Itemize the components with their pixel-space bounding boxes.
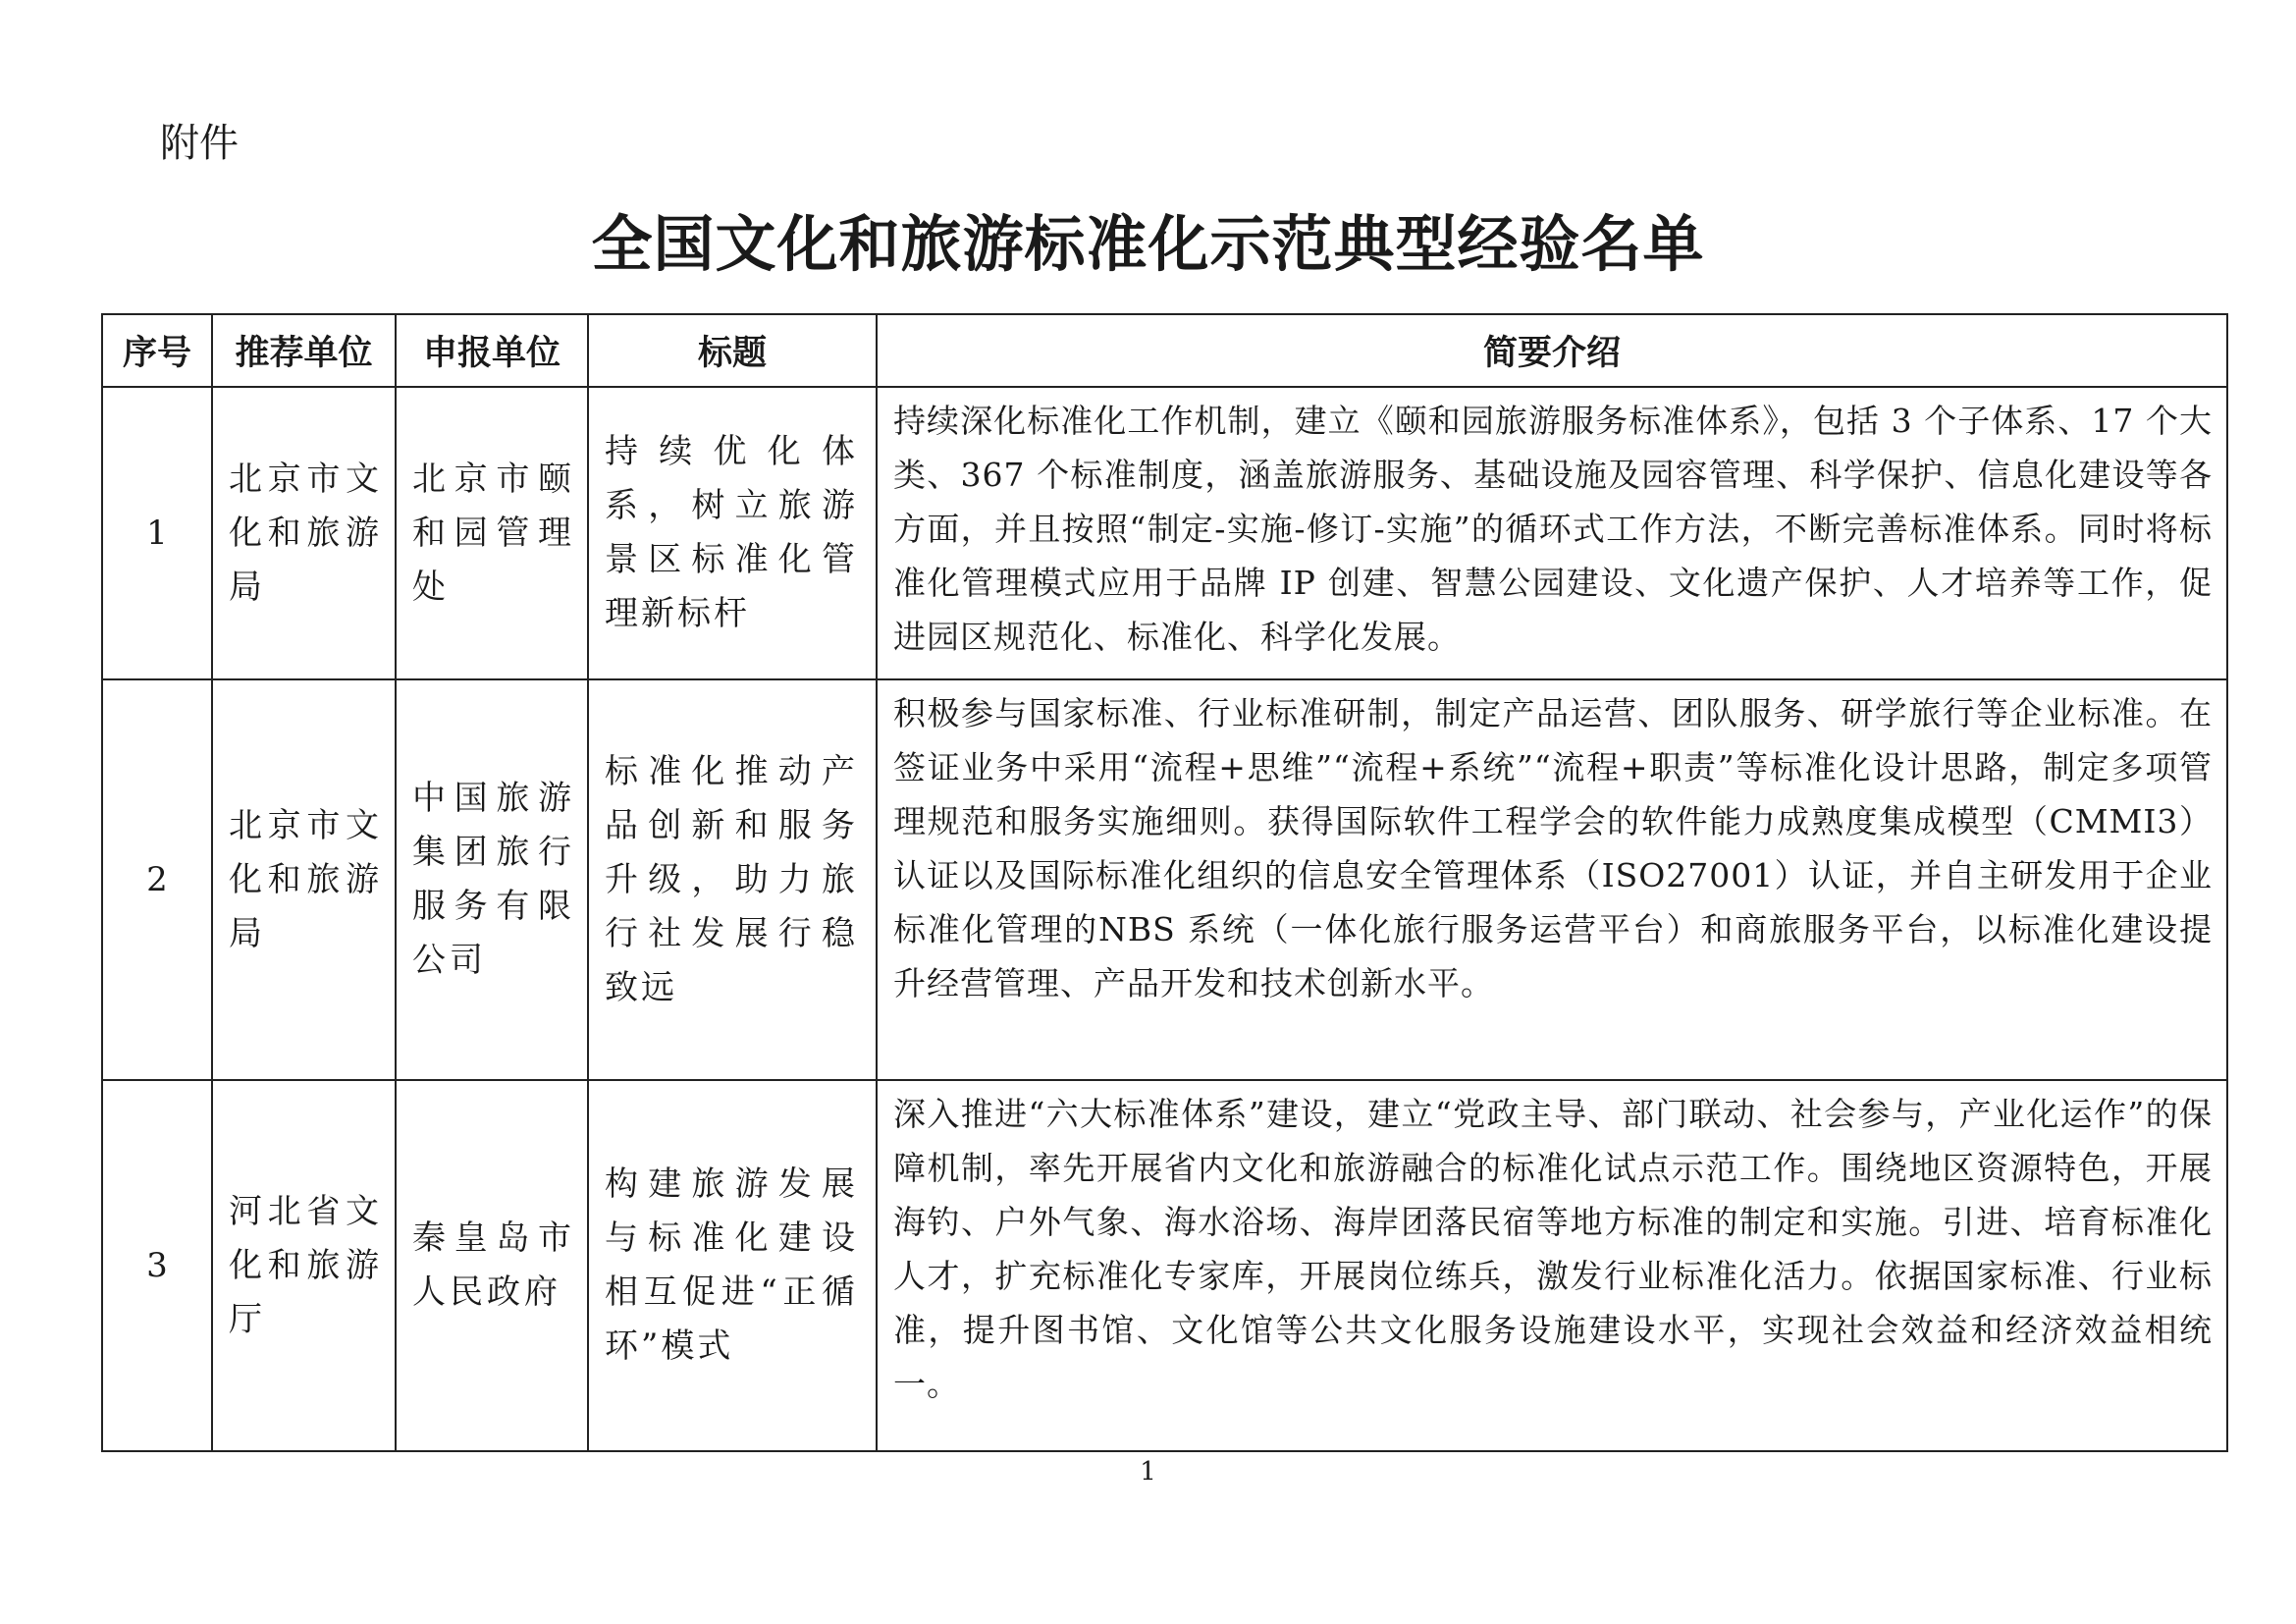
header-applicant: 申报单位 — [396, 314, 588, 387]
row-applicant: 中国旅游集团旅行服务有限公司 — [396, 679, 588, 1080]
row-title: 标准化推动产品创新和服务升级，助力旅行社发展行稳致远 — [588, 679, 877, 1080]
table-row — [102, 679, 2227, 1080]
row-recommender: 北京市文化和旅游局 — [212, 387, 396, 679]
table-row — [102, 1080, 2227, 1451]
header-title: 标题 — [588, 314, 877, 387]
table-header-row — [102, 314, 2227, 387]
row-title: 构建旅游发展与标准化建设相互促进“正循环”模式 — [588, 1080, 877, 1451]
row-applicant: 北京市颐和园管理处 — [396, 387, 588, 679]
row-recommender: 河北省文化和旅游厅 — [212, 1080, 396, 1451]
exemplar-list-table — [101, 313, 2228, 1452]
document-title: 全国文化和旅游标准化示范典型经验名单 — [591, 208, 1705, 280]
row-intro: 持续深化标准化工作机制，建立《颐和园旅游服务标准体系》，包括 3 个子体系、17 个大类、367 个标准制度，涵盖旅游服务、基础设施及园容管理、科学保护、信息化建设等各方面，并且按照“制定-实施-修订-实施”的循环式工作方法，不断完善标准体系。同时将标准化管理模式应用于品牌 IP 创建、智慧公园建设、文化遗产保护、人才培养等工作，促进园区规范化、标准化、科学化发展。 — [877, 387, 2227, 679]
row-applicant: 秦皇岛市人民政府 — [396, 1080, 588, 1451]
row-intro: 积极参与国家标准、行业标准研制，制定产品运营、团队服务、研学旅行等企业标准。在签证业务中采用“流程+思维”“流程+系统”“流程+职责”等标准化设计思路，制定多项管理规范和服务实施细则。获得国际软件工程学会的软件能力成熟度集成模型（CMMI3）认证以及国际标准化组织的信息安全管理体系（ISO27001）认证，并自主研发用于企业标准化管理的NBS 系统（一体化旅行服务运营平台）和商旅服务平台，以标准化建设提升经营管理、产品开发和技术创新水平。 — [877, 679, 2227, 1080]
row-title: 持续优化体系，树立旅游景区标准化管理新标杆 — [588, 387, 877, 679]
page-number: 1 — [1140, 1457, 1156, 1487]
row-intro: 深入推进“六大标准体系”建设，建立“党政主导、部门联动、社会参与，产业化运作”的保障机制，率先开展省内文化和旅游融合的标准化试点示范工作。围绕地区资源特色，开展海钓、户外气象、海水浴场、海岸团落民宿等地方标准的制定和实施。引进、培育标准化人才，扩充标准化专家库，开展岗位练兵，激发行业标准化活力。依据国家标准、行业标准，提升图书馆、文化馆等公共文化服务设施建设水平，实现社会效益和经济效益相统一。 — [877, 1080, 2227, 1451]
row-recommender: 北京市文化和旅游局 — [212, 679, 396, 1080]
header-recommender: 推荐单位 — [212, 314, 396, 387]
header-number: 序号 — [102, 314, 212, 387]
row-number: 1 — [102, 387, 212, 679]
row-number: 2 — [102, 679, 212, 1080]
header-intro: 简要介绍 — [877, 314, 2227, 387]
attachment-label: 附件 — [160, 121, 239, 166]
row-number: 3 — [102, 1080, 212, 1451]
table-row — [102, 387, 2227, 679]
